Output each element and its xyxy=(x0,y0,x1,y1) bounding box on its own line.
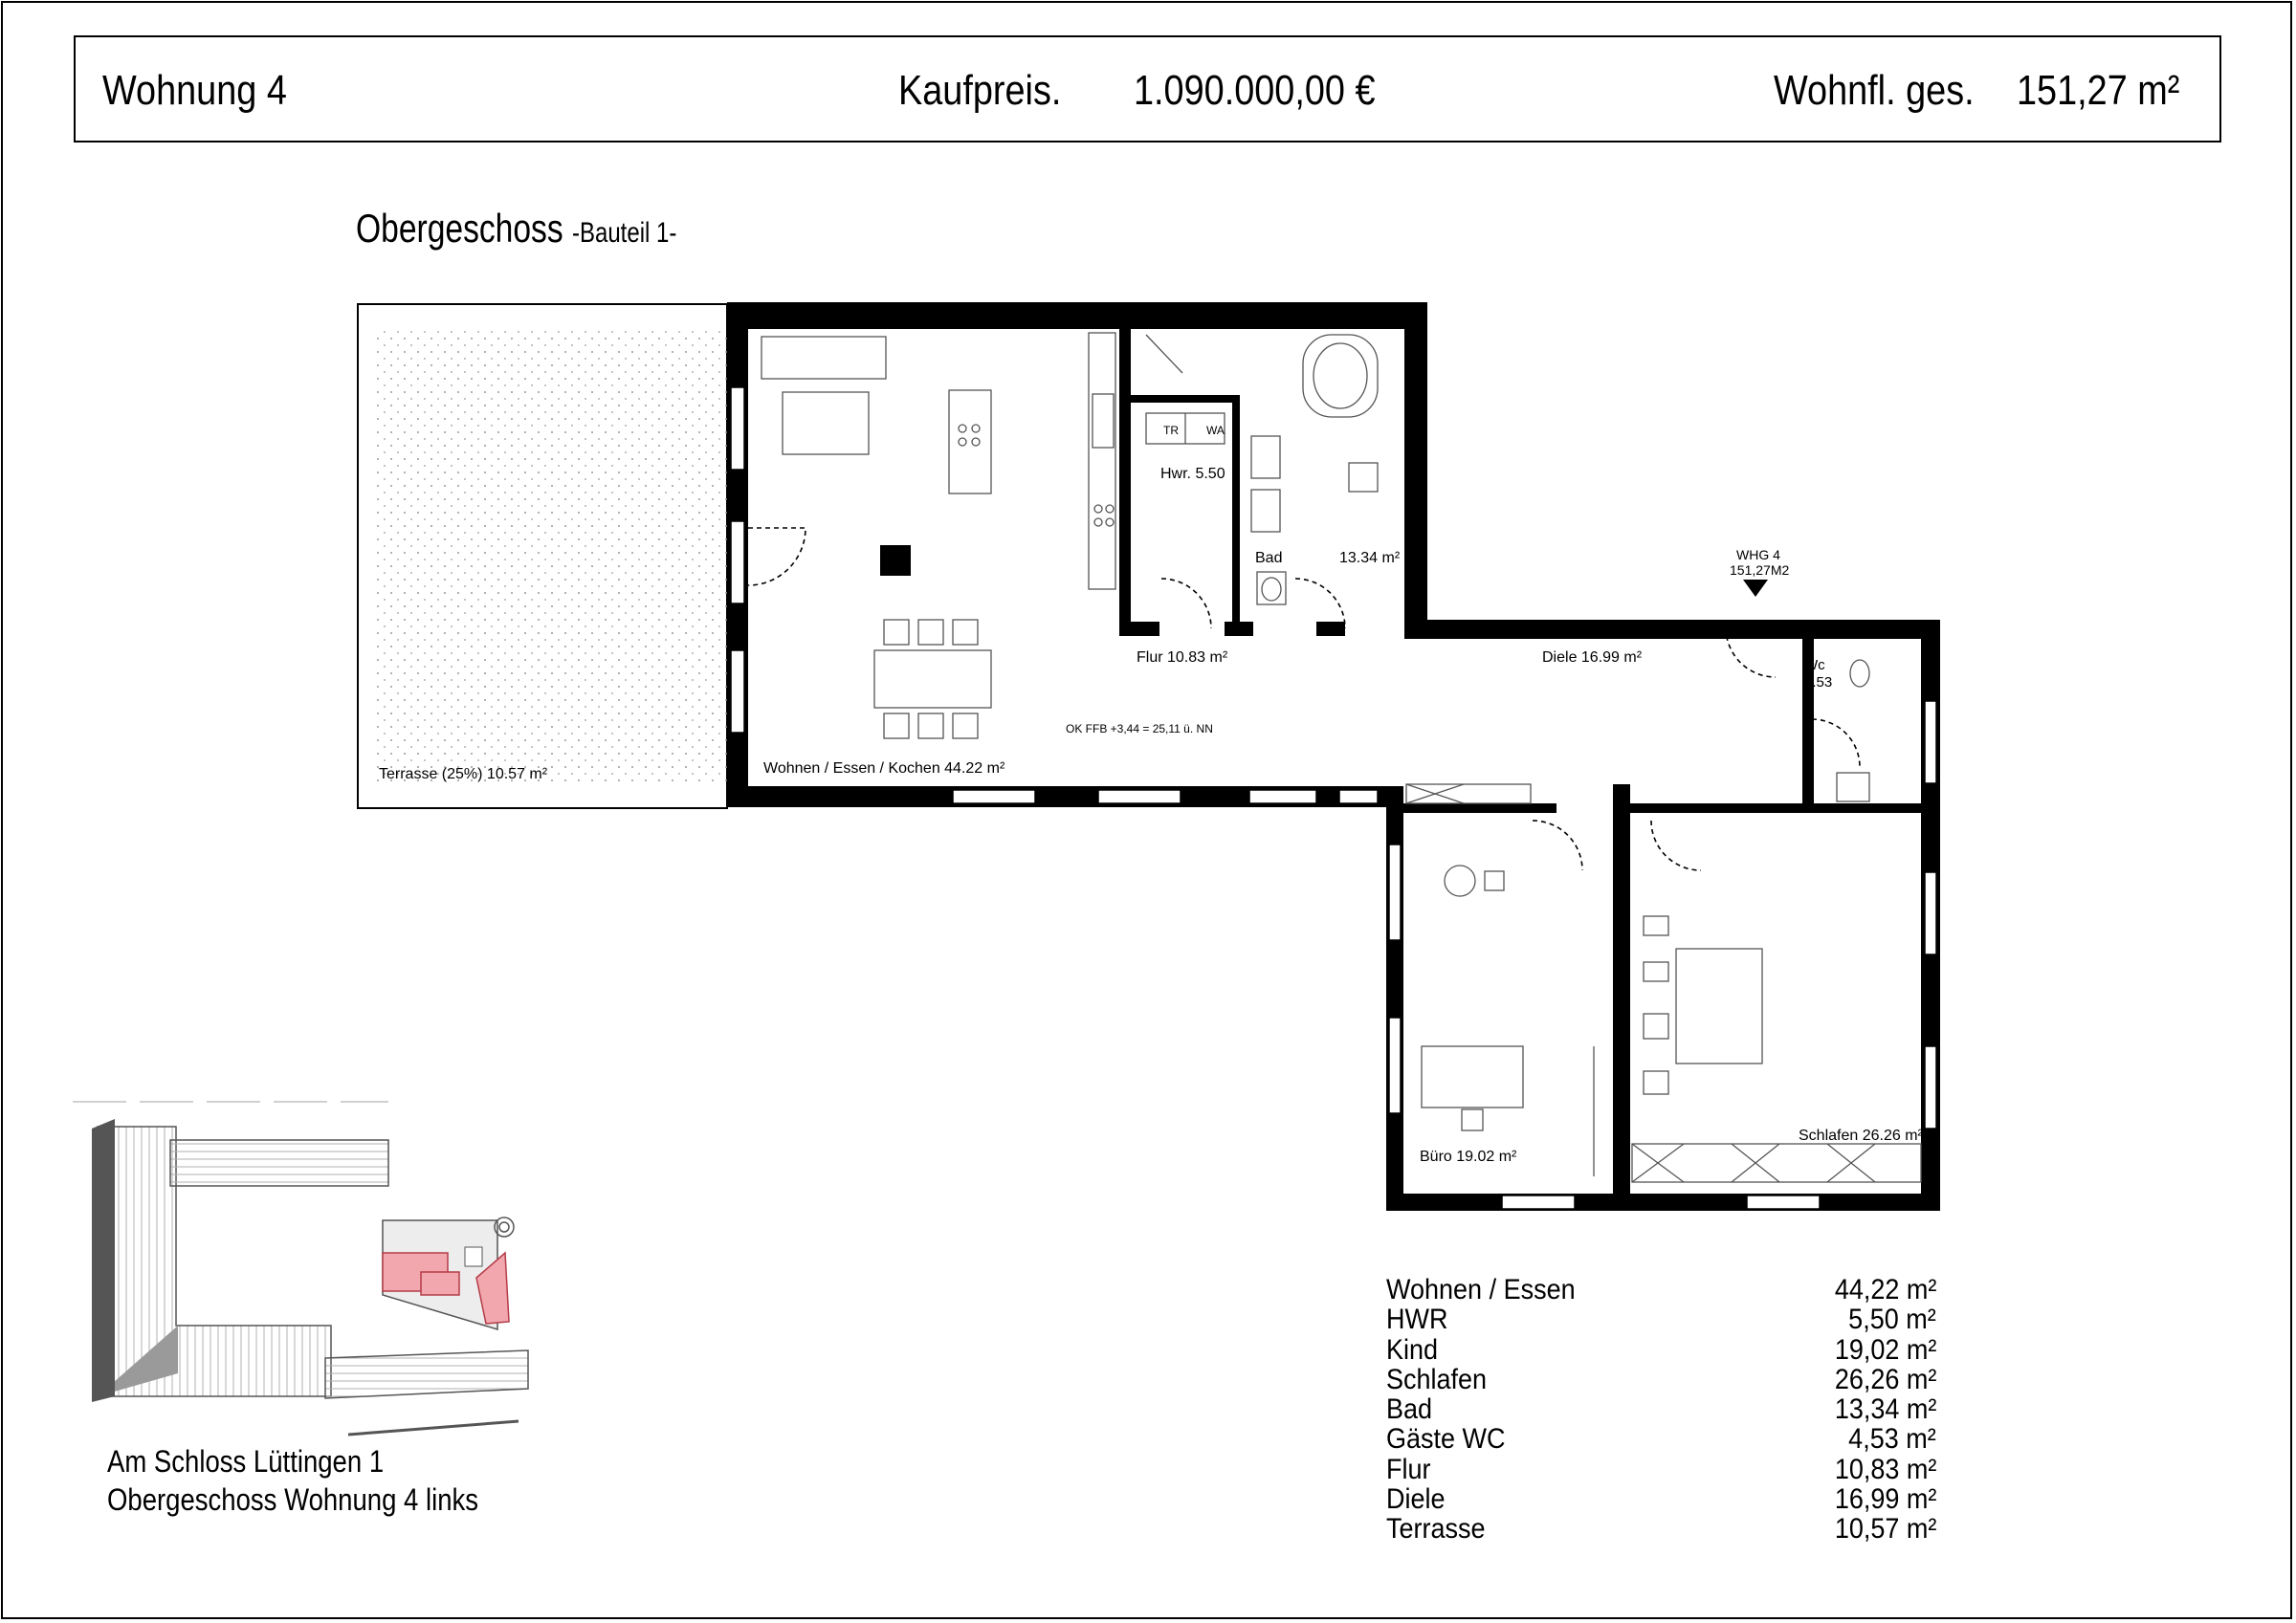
area-row xyxy=(1386,1455,1936,1484)
area-value: 44,22 m² xyxy=(1834,1274,1936,1305)
floor-title-main: Obergeschoss xyxy=(356,206,563,251)
area-name: Diele xyxy=(1386,1483,1446,1516)
area-value: 19,02 m² xyxy=(1834,1333,1936,1366)
area-row xyxy=(1386,1424,1936,1454)
area-name: Flur xyxy=(1386,1453,1431,1485)
area-value: 13,34 m² xyxy=(1834,1393,1936,1426)
area-name: Bad xyxy=(1386,1393,1433,1426)
area-value: 26,26 m² xyxy=(1834,1363,1936,1395)
label-schlafen: Schlafen 26.26 m² xyxy=(1799,1128,1923,1144)
area-value: 4,53 m² xyxy=(1848,1423,1936,1456)
price-value: 1.090.000,00 € xyxy=(1134,67,1376,114)
label-whg: WHG 4 xyxy=(1736,547,1780,562)
area-value: 10,83 m² xyxy=(1834,1453,1936,1485)
area-name: Gäste WC xyxy=(1386,1423,1506,1456)
site-unit-location: Obergeschoss Wohnung 4 links xyxy=(107,1482,479,1517)
area-name: HWR xyxy=(1386,1304,1448,1336)
area-row xyxy=(1386,1305,1936,1334)
area-name: Wohnen / Essen xyxy=(1386,1274,1576,1305)
entrance-marker xyxy=(1743,580,1768,597)
area-row xyxy=(1386,1275,1936,1305)
site-address: Am Schloss Lüttingen 1 xyxy=(107,1444,385,1479)
area-row xyxy=(1386,1394,1936,1424)
label-wa: WA xyxy=(1206,424,1225,437)
floor-title-sub: -Bauteil 1- xyxy=(571,217,677,249)
area-table xyxy=(1386,1275,1936,1545)
doors xyxy=(748,528,1860,870)
label-whg-area: 151,27M2 xyxy=(1730,562,1790,578)
area-row xyxy=(1386,1514,1936,1544)
price-label: Kaufpreis. xyxy=(898,67,1062,114)
column xyxy=(880,545,911,576)
area-value: 10,57 m² xyxy=(1834,1513,1936,1546)
label-tr: TR xyxy=(1163,424,1179,437)
label-bad-area: 13.34 m² xyxy=(1339,550,1401,566)
site-plan xyxy=(73,1102,528,1435)
label-terrace: Terrasse (25%) 10.57 m² xyxy=(379,766,548,782)
site-caption xyxy=(107,1442,478,1519)
label-buero: Büro 19.02 m² xyxy=(1420,1149,1517,1165)
unit-name: Wohnung 4 xyxy=(102,67,287,114)
label-living: Wohnen / Essen / Kochen 44.22 m² xyxy=(763,760,1005,777)
label-ffb: OK FFB +3,44 = 25,11 ü. NN xyxy=(1066,722,1213,735)
area-name: Schlafen xyxy=(1386,1363,1488,1395)
area-name: Kind xyxy=(1386,1333,1439,1366)
area-row xyxy=(1386,1365,1936,1394)
area-value: 16,99 m² xyxy=(1834,1483,1936,1516)
label-bad: Bad xyxy=(1255,550,1283,566)
area-value: 5,50 m² xyxy=(1848,1304,1936,1336)
furniture xyxy=(762,333,1921,1182)
label-diele: Diele 16.99 m² xyxy=(1542,649,1643,666)
area-row xyxy=(1386,1484,1936,1514)
area-row xyxy=(1386,1335,1936,1365)
label-wc: Wc xyxy=(1804,657,1825,673)
living-area-value: 151,27 m² xyxy=(2017,67,2180,114)
terrace xyxy=(358,304,727,808)
label-hwr: Hwr. 5.50 xyxy=(1160,466,1225,482)
area-name: Terrasse xyxy=(1386,1513,1486,1546)
living-area-label: Wohnfl. ges. xyxy=(1774,67,1975,114)
walls xyxy=(727,302,1940,1211)
label-flur: Flur 10.83 m² xyxy=(1137,649,1228,666)
label-wc-area: 4.53 xyxy=(1804,674,1833,691)
